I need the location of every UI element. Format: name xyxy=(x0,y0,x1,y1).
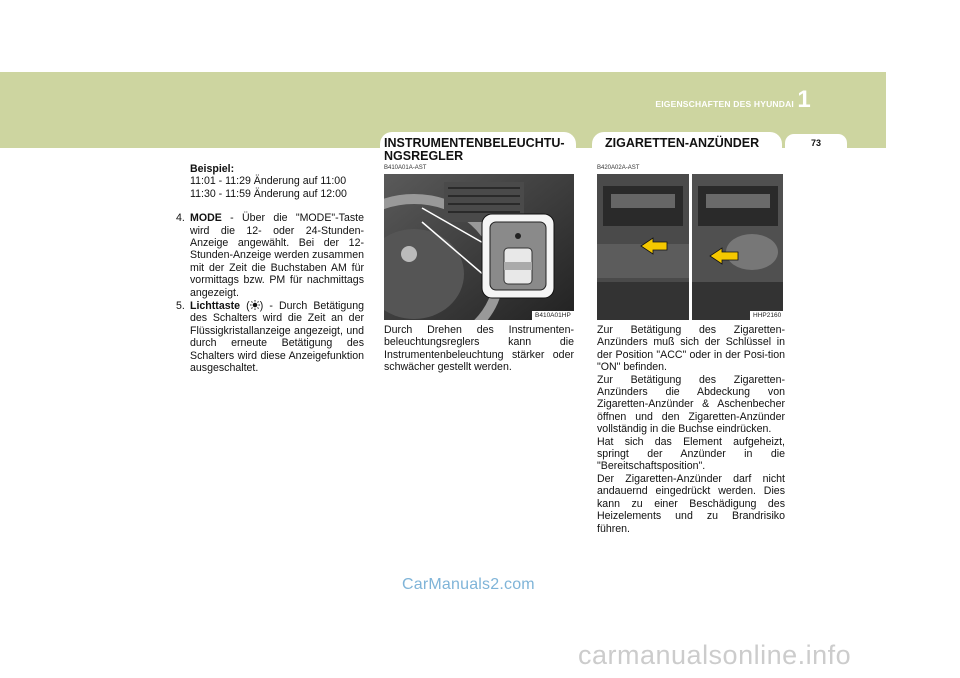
body-paragraph: Hat sich das Element aufgeheizt, springt der Anzünder in die "Bereitschaftsposition". xyxy=(597,435,785,473)
body-cigarette xyxy=(597,324,785,535)
body-instrument: Durch Drehen des Instrumenten-beleuchtungsreglers kann die Instrumentenbeleuchtung stärker oder schwächer gestellt werden. xyxy=(384,324,574,374)
lighter-photo-right xyxy=(692,174,783,320)
item-keyword: MODE xyxy=(190,212,222,225)
lighter-photo-left xyxy=(597,174,689,320)
left-column xyxy=(172,163,364,375)
example-line: 11:30 - 11:59 Änderung auf 12:00 xyxy=(190,187,347,200)
body-paragraph: Der Zigaretten-Anzünder darf nicht andauernd eingedrückt werden. Dies kann zu einer Beschädigung des Heizelements und zu Brandrisiko führen. xyxy=(597,472,785,535)
image-caption-cigarette: HHP2160 xyxy=(750,311,784,320)
chapter-title: EIGENSCHAFTEN DES HYUNDAI xyxy=(655,99,794,109)
item-number: 4. xyxy=(176,212,185,225)
code-cigarette: B420A02A-AST xyxy=(597,165,640,171)
item-text: ) - Durch Betätigung des Schalters wird die Zeit an der Flüssigkristallanzeige angezeigt, und durch erneute Betätigung des Schalters wird diese Anzeigefunktion ausgeschaltet. xyxy=(190,300,364,375)
section-title-cigarette: ZIGARETTEN-ANZÜNDER xyxy=(605,136,760,150)
body-paragraph: Zur Betätigung des Zigaretten-Anzünders die Abdeckung von Zigaretten-Anzünder & Aschenbecher öffnen und den Zigaretten-Anzünder vollständig in die Buchse eindrücken. xyxy=(597,373,785,436)
instrument-dimmer-photo xyxy=(384,174,574,320)
list-item-light: 5. Lichttaste ( ) - Durch Betätigung des Schalters wird die Zeit an der Flüssigkristallanzeige angezeigt, und durch erneute Betätigung des Schalters wird diese Anzeigefunktion ausgeschaltet. xyxy=(176,300,364,375)
code-instrument: B410A01A-AST xyxy=(384,165,427,171)
page-number: 73 xyxy=(810,138,821,148)
item-number: 5. xyxy=(176,300,185,313)
image-caption-instrument: B410A01HP xyxy=(532,311,574,320)
item-text: - Über die "MODE"-Taste wird die 12- oder 24-Stunden-Anzeige angewählt. Bei der 12-Stunden-Anzeige werden zusammen mit der Zeit die Buchstaben AM für vormittags bzw. PM für nachmittags angezeigt. xyxy=(190,212,364,299)
sun-icon xyxy=(250,300,260,310)
chapter-number: 1 xyxy=(797,86,811,113)
item-keyword: Lichttaste xyxy=(190,300,241,313)
example-label: Beispiel: xyxy=(190,163,235,175)
section-title-instrument: INSTRUMENTENBELEUCHTU-NGSREGLER xyxy=(384,136,565,163)
list-item-mode xyxy=(172,212,364,299)
body-paragraph: Zur Betätigung des Zigaretten-Anzünders muß sich der Schlüssel in der Position "ACC" oder in der Posi-tion "ON" befinden. xyxy=(597,324,785,374)
example-line: 11:01 - 11:29 Änderung auf 11:00 xyxy=(190,175,347,188)
carmanuals-watermark[interactable]: CarManuals2.com xyxy=(402,576,535,593)
footer-watermark[interactable]: carmanualsonline.info xyxy=(578,640,852,670)
